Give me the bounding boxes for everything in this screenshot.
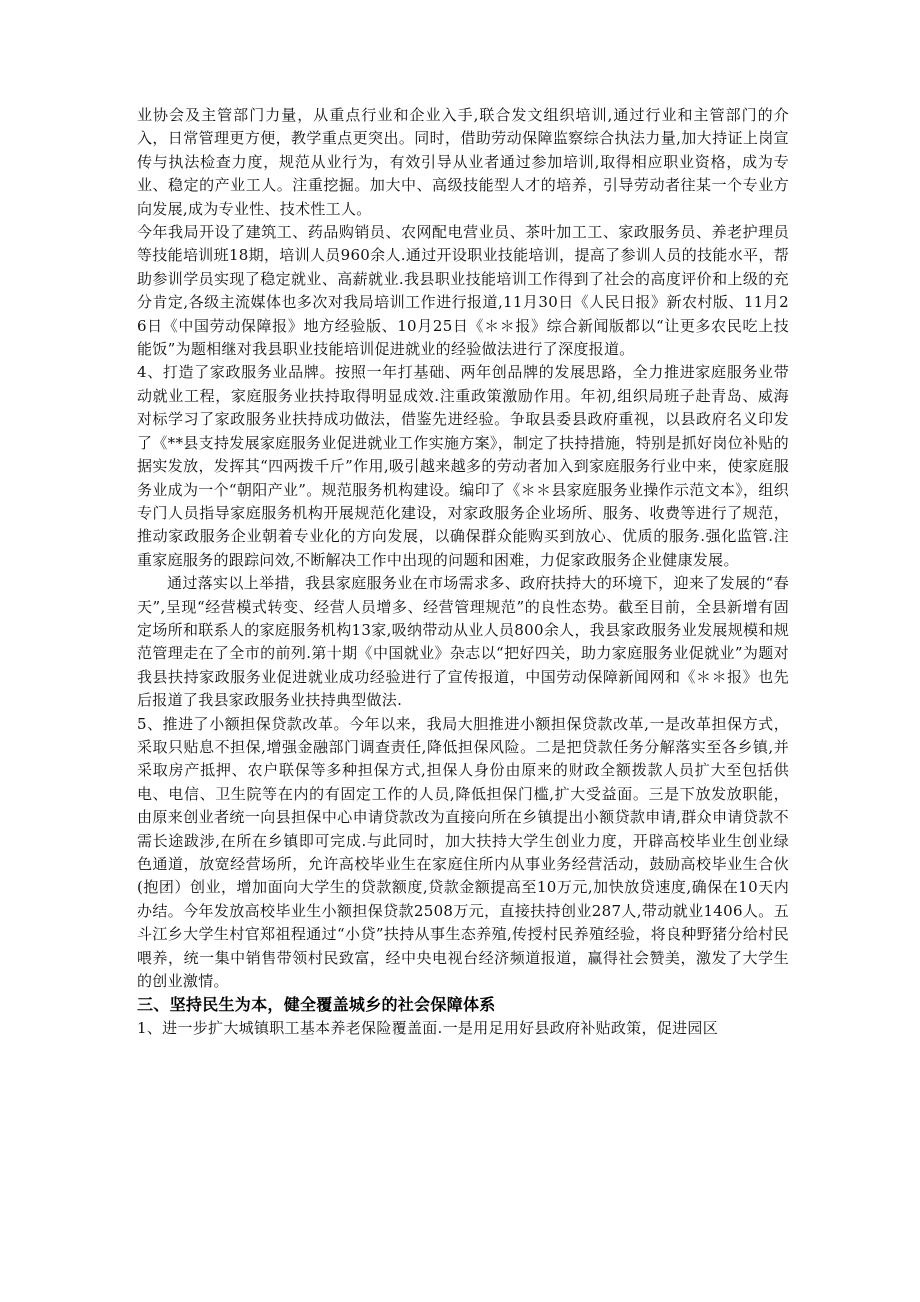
paragraph-domestic-service-results: 通过落实以上举措，我县家庭服务业在市场需求多、政府扶持大的环境下，迎来了发展的“春天”,呈现“经营模式转变、经营人员增多、经营管理规范”的良性态势。截至目前，全县新增有固定场所和联系人的家庭服务机构13家,吸纳带动从业人员800余人，我县家政服务业发展规模和规范管理走在了全市的前列.第十期《中国就业》杂志以“把好四关，助力家庭服务业促就业”为题对我县扶持家政服务业促进就业成功经验进行了宣传报道，中国劳动保障新闻网和《＊＊报》也先后报道了我县家政服务业扶持典型做法.	[137, 574, 789, 710]
paragraph-pension-coverage: 1、进一步扩大城镇职工基本养老保险覆盖面.一是用足用好县政府补贴政策，促进园区	[137, 1019, 719, 1038]
section-heading-social-security: 三、坚持民生为本，健全覆盖城乡的社会保障体系	[137, 995, 496, 1015]
paragraph-training-industry: 业协会及主管部门力量，从重点行业和企业入手,联合发文组织培训,通过行业和主管部门的介入，日常管理更方便，教学重点更突出。同时，借助劳动保障监察综合执法力量,加大持证上岗宣传与执法检查力度，规范从业行为，有效引导从业者通过参加培训,取得相应职业资格，成为专业、稳定的产业工人。注重挖掘。加大中、高级技能型人才的培养，引导劳动者往某一个专业方向发展,成为专业性、技术性工人。	[137, 106, 789, 218]
paragraph-domestic-service-brand: 4、打造了家政服务业品牌。按照一年打基础、两年创品牌的发展思路，全力推进家庭服务业带动就业工程，家庭服务业扶持取得明显成效.注重政策激励作用。年初,组织局班子赴青岛、威海对标学习了家政服务业扶持成功做法，借鉴先进经验。争取县委县政府重视，以县政府名义印发了《**县支持发展家庭服务业促进就业工作实施方案》，制定了扶持措施，特别是抓好岗位补贴的据实发放，发挥其“四两拨千斤”作用,吸引越来越多的劳动者加入到家庭服务行业中来，使家庭服务业成为一个“朝阳产业”。规范服务机构建设。编印了《＊＊县家庭服务业操作示范文本》，组织专门人员指导家庭服务机构开展规范化建设，对家政服务企业场所、服务、收费等进行了规范，推动家政服务企业朝着专业化的方向发展，以确保群众能购买到放心、优质的服务.强化监管.注重家庭服务的跟踪问效,不断解决工作中出现的问题和困难，力促家政服务企业健康发展。	[137, 363, 789, 569]
paragraph-loan-reform: 5、推进了小额担保贷款改革。今年以来，我局大胆推进小额担保贷款改革,一是改革担保方式，采取只贴息不担保,增强金融部门调查责任,降低担保风险。二是把贷款任务分解落实至各乡镇,并采取房产抵押、农户联保等多种担保方式,担保人身份由原来的财政全额拨款人员扩大至包括供电、电信、卫生院等在内的有固定工作的人员,降低担保门槛,扩大受益面。三是下放发放职能，由原来创业者统一向县担保中心申请贷款改为直接向所在乡镇提出小额贷款申请,群众申请贷款不需长途跋涉,在所在乡镇即可完成.与此同时，加大扶持大学生创业力度，开辟高校毕业生创业绿色通道，放宽经营场所，允许高校毕业生在家庭住所内从事业务经营活动，鼓励高校毕业生合伙(抱团）创业，增加面向大学生的贷款额度,贷款金额提高至10万元,加快放贷速度,确保在10天内办结。今年发放高校毕业生小额担保贷款2508万元，直接扶持创业287人,带动就业1406人。五斗江乡大学生村官郑祖程通过“小贷”扶持从事生态养殖,传授村民养殖经验，将良种野猪分给村民喂养，统一集中销售带领村民致富，经中央电视台经济频道报道，赢得社会赞美，激发了大学生的创业激情。	[137, 714, 789, 991]
paragraph-training-results: 今年我局开设了建筑工、药品购销员、农网配电营业员、茶叶加工工、家政服务员、养老护理员等技能培训班18期，培训人员960余人.通过开设职业技能培训，提高了参训人员的技能水平，帮助参训学员实现了稳定就业、高薪就业.我县职业技能培训工作得到了社会的高度评价和上级的充分肯定,各级主流媒体也多次对我局培训工作进行报道,11月30日《人民日报》新农村版、11月26日《中国劳动保障报》地方经验版、10月25日《＊＊报》综合新闻版都以“让更多农民吃上技能饭”为题相继对我县职业技能培训促进就业的经验做法进行了深度报道。	[137, 223, 789, 359]
document-body	[137, 104, 789, 1041]
